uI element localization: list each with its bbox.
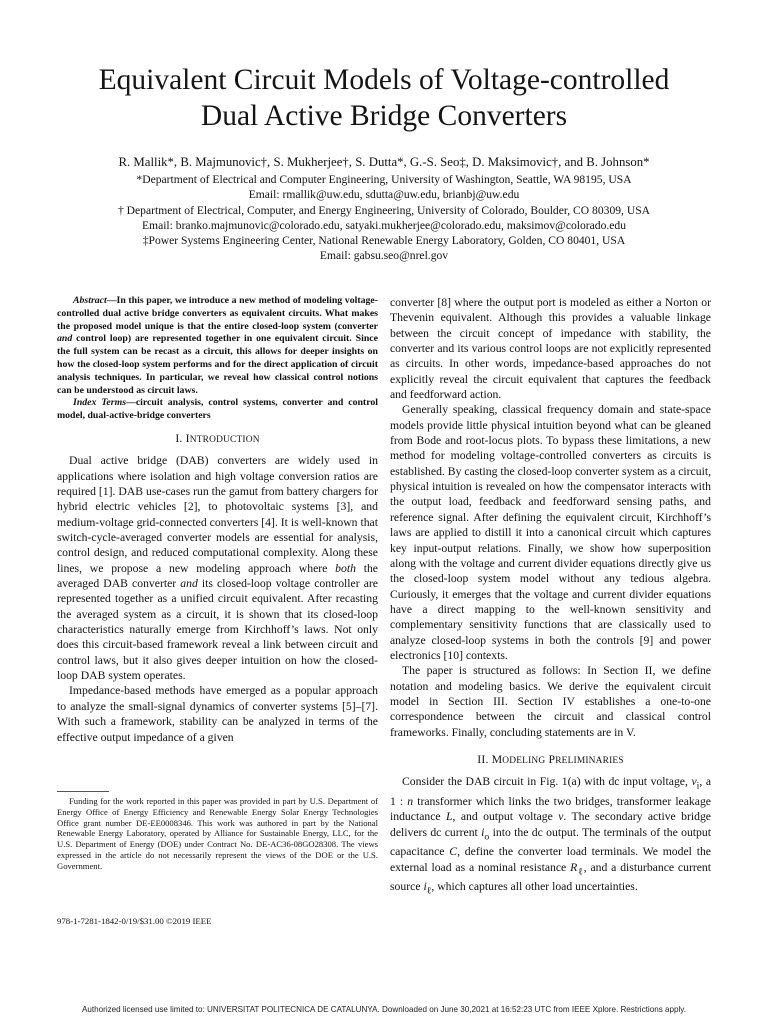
math-i: i: [481, 825, 485, 839]
email-uw: Email: rmallik@uw.edu, sdutta@uw.edu, brianbj@uw.edu: [248, 188, 520, 202]
affiliation-uw: *Department of Electrical and Computer Engineering, University of Washington, Seattle, WA 98195, USA: [136, 173, 632, 186]
section-rest: ODELING: [502, 755, 546, 766]
paper-title: [40, 62, 728, 134]
intro-paragraph-4: Generally speaking, classical frequency domain and state-space models provide little physical intuition beyond what can be gleaned from Bode and root-locus plots. To bypass these limitations, a new method for modeling voltage-controlled converters as circuits is established. By casting the closed-loop converter system as a circuit, physical intuition is revealed on how the compensator interacts with the output load, feedback and feedforward sensing paths, and reference signal. After defining the equivalent circuit, Kirchhoff’s laws are applied to distill it into a canonical circuit which captures key input-output relations. Finally, we show how superposition along with the voltage and current divider equations directly give us the closed-loop system model without any tedious algebra. Curiously, it emerges that the voltage and current divider equations have a direct mapping to the well-known sensitivity and complementary sensitivity functions that are classically used to analyze closed-loop systems in both the controls [9] and power electronics [10] contexts.: [390, 403, 711, 662]
section-initial: I: [185, 431, 190, 445]
isbn-copyright: 978-1-7281-1842-0/19/$31.00 ©2019 IEEE: [57, 916, 212, 926]
intro-paragraph-3: converter [8] where the output port is modeled as either a Norton or Thevenin equivalent. Although this provides a valuable linkage between the circuit concept of impedance with stability, the converter and its various control loops are not explicitly represented as circuits. In other words, impedance-based approaches do not explicitly reveal the circuit equivalent that captures the feedback and feedforward action.: [390, 296, 711, 402]
index-terms: [57, 397, 378, 423]
math-subscript: ℓ: [577, 866, 584, 878]
abstract-text-1: —In this paper, we introduce a new method of modeling voltage-controlled dual active bridge converters as equivalent circuits. What makes the proposed model unique is that the entire closed-loop system (converter: [57, 295, 378, 332]
emphasis-and: and: [180, 577, 198, 591]
section-heading-modeling-preliminaries: [390, 752, 711, 769]
section-initial: P: [548, 752, 556, 766]
math-R: R: [570, 860, 578, 874]
math-L: L: [446, 810, 453, 824]
text-run: the averaged DAB converter: [57, 561, 378, 591]
math-subscript: i: [696, 780, 700, 792]
intro-paragraph-2: Impedance-based methods have emerged as a popular approach to analyze the small-signal dynamics of converter systems [5]–[7]. With such a framework, stability can be analyzed in terms of the effective output impedance of a given: [57, 684, 378, 744]
text-run: . The secondary active bridge delivers dc current: [390, 810, 711, 839]
section-heading-introduction: [57, 431, 378, 448]
section-rest: RELIMINARIES: [555, 755, 624, 766]
math-i: i: [423, 880, 427, 894]
author-list: R. Mallik*, B. Majmunovic†, S. Mukherjee†, S. Dutta*, G.-S. Seo‡, D. Maksimovic†, and B. Johnson*: [118, 155, 650, 169]
text-run: its closed-loop voltage controller are represented together as a unified circuit equivalent. After recasting the averaged system as a circuit, it is shown that its closed-loop characteristics naturally emerge from Kirchhoff’s laws. Not only does this circuit-based framework reveal a link between circuit and control laws, but it also gives deeper intuition on how the closed-loop DAB system operates.: [57, 577, 378, 683]
title-line: Dual Active Bridge Converters: [200, 100, 568, 132]
math-subscript: o: [484, 831, 490, 842]
text-run: Dual active bridge (DAB) converters are widely used in applications where isolation and high voltage conversion ratios are required [1]. DAB use-cases run the gamut from battery chargers for hybrid electric vehicles [2], to photovoltaic systems [3], and medium-voltage grid-connected converters [4]. It is well-known that switch-cycle-averaged converter models are essential for analysis, control design, and reduced computational complexity. Along these lines, we propose a new modeling approach where: [57, 454, 378, 575]
math-v: v: [558, 810, 564, 824]
section-number: I.: [175, 431, 183, 445]
text-run: , and output voltage: [452, 810, 559, 824]
text-run: into the dc output. The terminals of the output capacitance: [390, 825, 711, 859]
affiliation-nrel: ‡Power Systems Engineering Center, National Renewable Energy Laboratory, Golden, CO 80401, USA: [142, 234, 626, 248]
email-cu: Email: branko.majmunovic@colorado.edu, satyaki.mukherjee@colorado.edu, maksimov@colorado.edu: [141, 218, 627, 232]
license-notice: Authorized licensed use limited to: UNIVERSITAT POLITECNICA DE CATALUNYA. Downloaded on June 30,2021 at 16:52:23 UTC from IEEE Xplore. Restrictions apply.: [81, 1005, 686, 1014]
intro-paragraph-5: The paper is structured as follows: In Section II, we define notation and modeling basics. We derive the equivalent circuit model in Section III. Section IV establishes a one-to-one correspondence between the circuit and classical control frameworks. Finally, concluding statements are in V.: [390, 664, 711, 739]
affiliation-cu: † Department of Electrical, Computer, and Energy Engineering, University of Colorado, Boulder, CO 80309, USA: [117, 203, 651, 217]
text-run: , which captures all other load uncertainties.: [431, 880, 638, 894]
footnote-rule: [57, 791, 109, 792]
math-C: C: [449, 845, 458, 859]
affiliations: [40, 172, 728, 264]
text-run: , a 1 :: [390, 775, 712, 808]
index-terms-lead: Index Terms: [73, 397, 127, 409]
left-column: [57, 295, 378, 745]
right-column: [390, 295, 711, 899]
text-run: transformer which links the two bridges, transformer leakage inductance: [390, 794, 711, 824]
math-n: n: [407, 794, 414, 808]
section-rest: NTRODUCTION: [189, 434, 260, 445]
abstract-and: and: [57, 333, 73, 345]
email-nrel: Email: gabsu.seo@nrel.gov: [319, 249, 449, 263]
section-number: II.: [477, 752, 489, 766]
emphasis-both: both: [335, 561, 356, 575]
section-initial: M: [491, 752, 503, 766]
abstract: [57, 295, 378, 397]
text-run: , and a disturbance current source: [390, 860, 712, 894]
index-terms-text: —circuit analysis, control systems, converter and control model, dual-active-bridge converters: [57, 397, 378, 422]
abstract-text-2: control loop) are represented together in one equivalent circuit. Since the full system can be recast as a circuit, this allows for deeper insights on how the closed-loop system performs and for the direct application of circuit analysis techniques. In particular, we reveal how classical control notions can be understood as circuit laws.: [57, 333, 378, 396]
math-v: v: [691, 775, 697, 789]
prelim-paragraph-1: [390, 774, 711, 899]
funding-footnote: Funding for the work reported in this paper was provided in part by U.S. Department of Energy Office of Energy Efficiency and Renewable Energy Solar Energy Technologies Office grant number DE-EE0008346. This work was authored in part by the National Renewable Energy Laboratory, operated by Alliance for Sustainable Energy, LLC, for the U.S. Department of Energy (DOE) under Contract No. DE-AC36-08GO28308. The views expressed in the article do not necessarily represent the views of the DOE or the U.S. Government.: [57, 796, 378, 871]
text-run: Consider the DAB circuit in Fig. 1(a) with dc input voltage,: [402, 775, 692, 789]
math-subscript: ℓ: [426, 885, 432, 897]
text-run: , define the converter load terminals. We model the external load as a nominal resistance: [390, 845, 711, 874]
title-line: Equivalent Circuit Models of Voltage-controlled: [98, 64, 670, 96]
intro-paragraph-1: [57, 453, 378, 683]
abstract-lead: Abstract: [73, 295, 107, 306]
